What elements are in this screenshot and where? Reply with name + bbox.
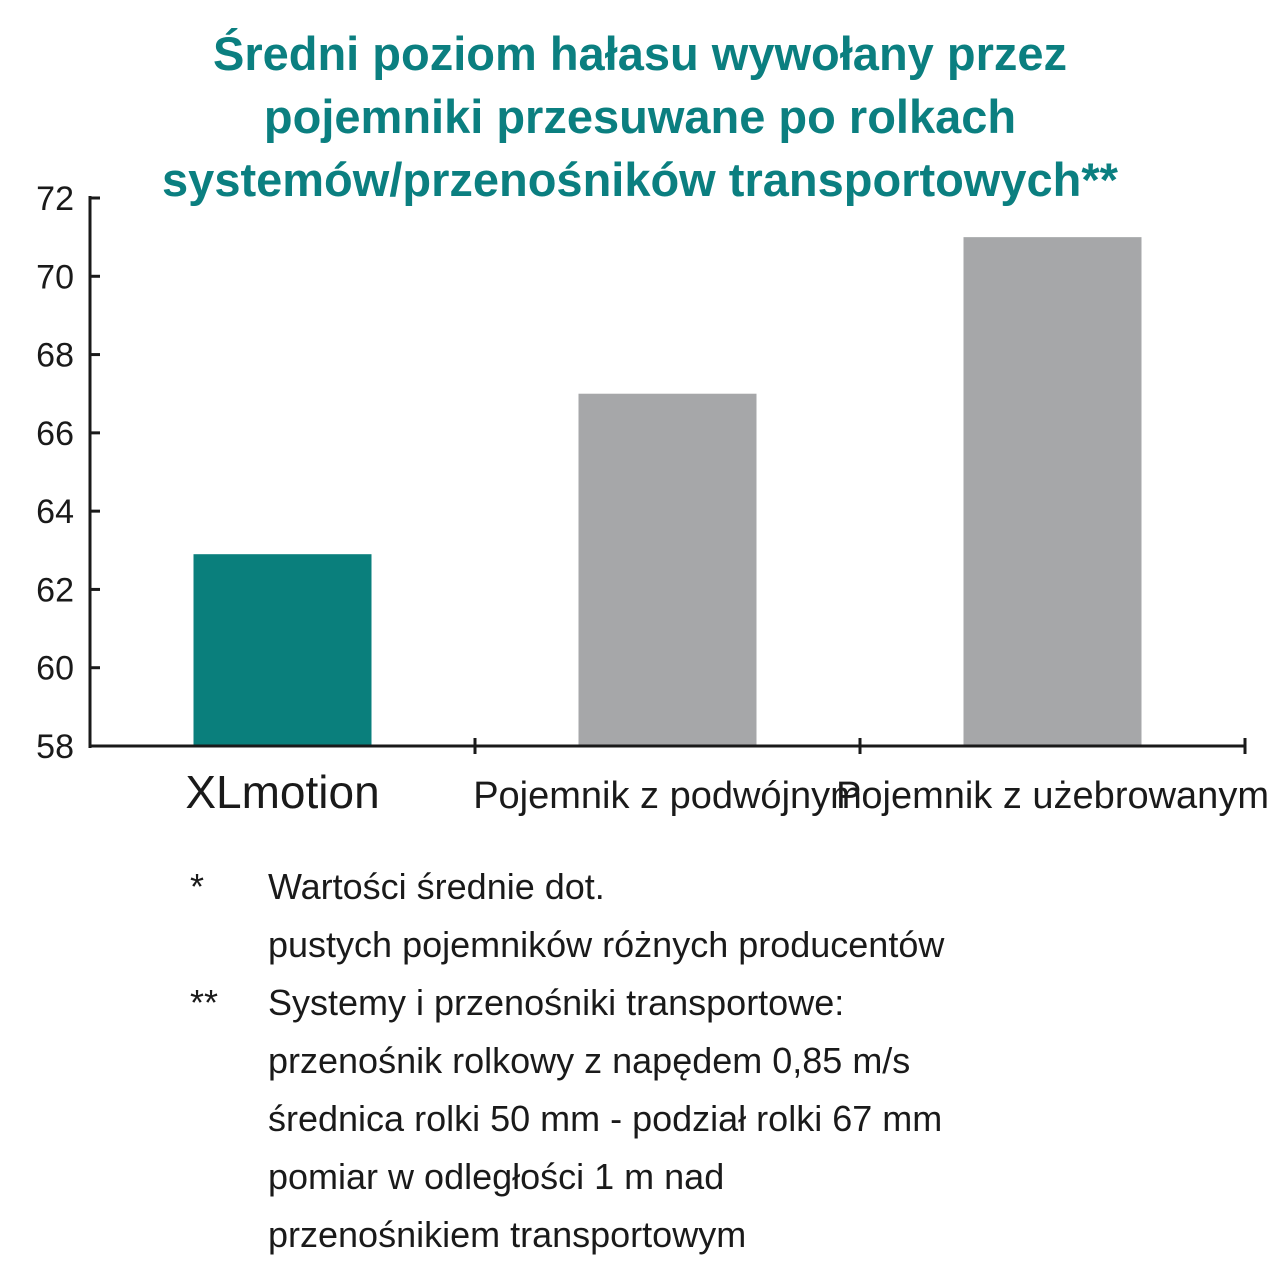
footnote-1-line: Wartości średnie dot. bbox=[268, 866, 605, 907]
y-tick-label: 68 bbox=[36, 336, 74, 375]
y-tick-label: 64 bbox=[36, 493, 74, 532]
footnote-2-line: średnica rolki 50 mm - podział rolki 67 mm bbox=[268, 1098, 943, 1139]
footnote-2 bbox=[190, 974, 1250, 1264]
chart-title bbox=[162, 27, 1119, 206]
y-tick-label: 60 bbox=[36, 649, 74, 688]
x-category-label: Pojemnik z podwójnym bbox=[473, 775, 862, 817]
chart-title-line: systemów/przenośników transportowych** bbox=[162, 153, 1118, 206]
footnote-1 bbox=[190, 858, 1250, 974]
chart-title-line: pojemniki przesuwane po rolkach bbox=[263, 90, 1017, 143]
y-tick-label: 72 bbox=[36, 180, 74, 218]
footnote-2-line: przenośnik rolkowy z napędem 0,85 m/s bbox=[268, 1040, 911, 1081]
footnote-2-mark: ** bbox=[190, 982, 219, 1023]
footnote-2-line: Systemy i przenośniki transportowe: bbox=[268, 982, 845, 1023]
chart-title-line: Średni poziom hałasu wywołany przez bbox=[212, 27, 1068, 80]
bar bbox=[194, 554, 372, 746]
footnote-2-line: pomiar w odległości 1 m nad bbox=[268, 1156, 725, 1197]
bar bbox=[964, 237, 1142, 746]
y-tick-label: 62 bbox=[36, 571, 74, 610]
footnotes bbox=[190, 858, 1250, 1264]
footnote-2-line: przenośnikiem transportowym bbox=[268, 1214, 747, 1255]
footnote-1-mark: * bbox=[190, 866, 205, 907]
y-tick-label: 70 bbox=[36, 258, 74, 297]
bar bbox=[579, 394, 757, 746]
y-tick-label: 66 bbox=[36, 414, 74, 453]
x-category-label: Pojemnik z użebrowanym bbox=[836, 775, 1269, 817]
bars-group bbox=[194, 237, 1142, 746]
x-category-label: XLmotion bbox=[185, 766, 380, 818]
x-labels-group bbox=[185, 766, 1269, 818]
footnote-1-line: pustych pojemników różnych producentów bbox=[268, 924, 945, 965]
y-tick-label: 58 bbox=[36, 728, 74, 766]
